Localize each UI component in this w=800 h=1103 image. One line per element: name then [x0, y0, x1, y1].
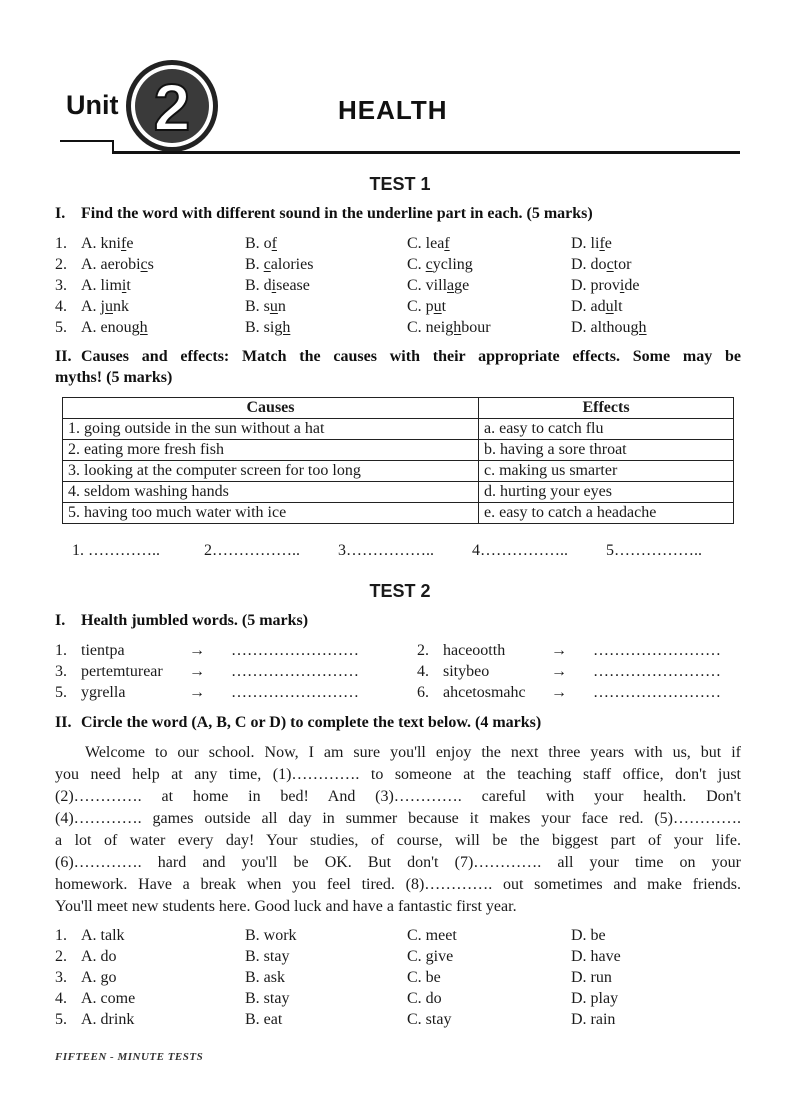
question-row	[55, 298, 755, 319]
arrow-icon: →	[551, 663, 567, 680]
option-underlined-part: gh	[131, 319, 148, 336]
option-underlined-part: f	[121, 235, 127, 252]
passage-line: you need help at any time, (1)…………. to someone at the teaching staff office, don't just	[55, 766, 741, 783]
section-instruction-line1: Causes and effects: Match the causes with their appropriate effects. Some may be	[81, 348, 741, 365]
option-a[interactable]	[81, 277, 131, 295]
test1-section2-heading	[55, 348, 741, 390]
option-text-before: D. althou	[571, 319, 631, 336]
table-row	[63, 461, 734, 482]
option-b[interactable]: B. stay	[245, 948, 290, 965]
test2-section1-heading	[55, 612, 308, 630]
section-instruction-line2: myths! (5 marks)	[55, 369, 173, 386]
option-text-after: sease	[276, 277, 310, 294]
option-text-before: C.	[407, 256, 426, 273]
option-text-before: C. lea	[407, 235, 445, 252]
item-number: 6.	[417, 684, 429, 701]
option-text-before: C. vill	[407, 277, 448, 294]
option-b[interactable]: B. stay	[245, 990, 290, 1007]
table-row	[63, 482, 734, 503]
table-header-effects: Effects	[479, 398, 734, 419]
section-number: II.	[55, 714, 72, 731]
answer-blanks-row	[72, 542, 752, 562]
passage-line: You'll meet new students here. Good luck and have a fantastic first year.	[55, 898, 517, 915]
table-header-causes: Causes	[63, 398, 479, 419]
option-underlined-part: c	[263, 256, 271, 273]
option-underlined-part: i	[121, 277, 127, 294]
passage-line: (4)…………. games outside all day in summer because it makes your face red. (5)………….	[55, 810, 741, 827]
jumbled-word-item	[55, 684, 415, 705]
arrow-icon: →	[189, 663, 205, 680]
jumbled-word-item	[417, 642, 777, 663]
item-number: 2.	[417, 642, 429, 659]
option-c[interactable]	[407, 256, 473, 274]
option-text-after: ge	[454, 277, 470, 294]
effect-cell: a. easy to catch flu	[479, 419, 734, 440]
passage-line: a lot of water every day! Your studies, of course, will be the biggest part of your life.	[55, 832, 741, 849]
header-rule	[112, 151, 740, 154]
option-c[interactable]	[407, 319, 491, 337]
question-number: 4.	[55, 990, 67, 1007]
option-b[interactable]	[245, 256, 313, 274]
option-text-after: t	[441, 298, 447, 315]
arrow-icon: →	[551, 684, 567, 701]
answer-blank[interactable]: ……………………	[231, 684, 359, 701]
cause-cell: 1. going outside in the sun without a hat	[63, 419, 479, 440]
option-text-before: A. aerobi	[81, 256, 141, 273]
option-c[interactable]: C. be	[407, 969, 441, 986]
section-number: I.	[55, 612, 66, 629]
jumbled-word: pertemturear	[81, 663, 163, 680]
jumbled-word: ahcetosmahc	[443, 684, 526, 701]
question-row	[55, 319, 755, 340]
option-text-after: e	[126, 235, 134, 252]
option-b[interactable]	[245, 235, 277, 253]
item-number: 3.	[55, 663, 67, 680]
option-underlined-part: gh	[445, 319, 462, 336]
option-b[interactable]	[245, 319, 290, 337]
question-number: 5.	[55, 1011, 67, 1028]
option-underlined-part: f	[444, 235, 450, 252]
jumbled-word-item	[55, 642, 415, 663]
option-text-before: B.	[245, 256, 264, 273]
footer-text: FIFTEEN - MINUTE TESTS	[55, 1051, 204, 1063]
option-text-after: alories	[270, 256, 314, 273]
option-text-before: A. kni	[81, 235, 121, 252]
option-a[interactable]	[81, 235, 133, 253]
cause-cell: 5. having too much water with ice	[63, 503, 479, 524]
section-instruction: Circle the word (A, B, C or D) to complete the text below. (4 marks)	[81, 714, 542, 731]
question-number: 1.	[55, 927, 67, 944]
option-d[interactable]: D. play	[571, 990, 619, 1007]
option-b[interactable]: B. work	[245, 927, 297, 944]
question-row	[55, 948, 755, 969]
section-number: II.	[55, 348, 72, 365]
option-c[interactable]: C. give	[407, 948, 454, 965]
passage-line: (2)…………. at home in bed! And (3)…………. careful with your health. Don't	[55, 788, 741, 805]
option-d[interactable]	[571, 298, 623, 316]
option-text-before: D. prov	[571, 277, 620, 294]
passage-line: homework. Have a break when you feel tired. (8)…………. out sometimes and make friends.	[55, 876, 741, 893]
option-text-after: lt	[613, 298, 623, 315]
option-a[interactable]: A. drink	[81, 1011, 135, 1028]
question-number: 1.	[55, 235, 67, 252]
option-c[interactable]: C. meet	[407, 927, 457, 944]
option-text-before: D. ad	[571, 298, 606, 315]
answer-blank[interactable]: ……………………	[231, 642, 359, 659]
option-d[interactable]	[571, 235, 612, 253]
item-number: 4.	[417, 663, 429, 680]
table-row	[63, 419, 734, 440]
option-text-before: C. p	[407, 298, 434, 315]
option-underlined-part: c	[425, 256, 433, 273]
section-instruction: Health jumbled words. (5 marks)	[81, 612, 309, 629]
jumbled-word-item	[55, 663, 415, 684]
question-number: 3.	[55, 969, 67, 986]
jumbled-word: sitybeo	[443, 663, 490, 680]
effect-cell: e. easy to catch a headache	[479, 503, 734, 524]
passage-line: (6)…………. hard and you'll be OK. But don't (7)…………. all your time on your	[55, 854, 741, 871]
page-title: HEALTH	[338, 95, 448, 125]
option-underlined-part: i	[619, 277, 625, 294]
option-text-after: nk	[113, 298, 129, 315]
answer-blank[interactable]: ……………………	[593, 663, 721, 680]
option-text-after: bour	[461, 319, 491, 336]
arrow-icon: →	[189, 642, 205, 659]
answer-blank-5[interactable]: 5……………..	[606, 542, 702, 559]
jumbled-word-item	[417, 684, 777, 705]
section-instruction: Find the word with different sound in the underline part in each. (5 marks)	[81, 205, 593, 222]
header-rule-left	[60, 140, 114, 142]
arrow-icon: →	[189, 684, 205, 701]
option-c[interactable]	[407, 235, 450, 253]
option-underlined-part: u	[269, 298, 278, 315]
option-underlined-part: u	[433, 298, 442, 315]
option-text-before: D. li	[571, 235, 600, 252]
option-d[interactable]: D. run	[571, 969, 612, 986]
effect-cell: b. having a sore throat	[479, 440, 734, 461]
reading-passage	[55, 742, 741, 918]
answer-blank-4[interactable]: 4……………..	[472, 542, 568, 559]
option-text-before: A. enou	[81, 319, 132, 336]
option-underlined-part: u	[605, 298, 614, 315]
option-c[interactable]: C. stay	[407, 1011, 452, 1028]
option-d[interactable]: D. be	[571, 927, 606, 944]
unit-number-badge	[122, 56, 222, 156]
test1-section1-heading	[55, 205, 593, 223]
option-text-after: s	[147, 256, 154, 273]
table-row	[63, 440, 734, 461]
option-underlined-part: gh	[630, 319, 647, 336]
test1-title: TEST 1	[369, 174, 431, 194]
option-text-before: A. lim	[81, 277, 122, 294]
jumbled-word: ygrella	[81, 684, 126, 701]
option-underlined-part: gh	[274, 319, 291, 336]
test2-section2-heading	[55, 714, 541, 732]
answer-blank[interactable]: ……………………	[231, 663, 359, 680]
cause-cell: 2. eating more fresh fish	[63, 440, 479, 461]
option-a[interactable]: A. come	[81, 990, 136, 1007]
option-text-after: t	[126, 277, 131, 294]
option-a[interactable]	[81, 319, 148, 337]
cause-cell: 4. seldom washing hands	[63, 482, 479, 503]
option-text-after: de	[624, 277, 640, 294]
passage-line: Welcome to our school. Now, I am sure you'll enjoy the next three years with us, but if	[85, 744, 741, 761]
option-underlined-part: c	[606, 256, 614, 273]
option-text-before: B. d	[245, 277, 272, 294]
option-d[interactable]	[571, 256, 631, 274]
option-a[interactable]: A. go	[81, 969, 117, 986]
jumbled-word: tientpa	[81, 642, 125, 659]
question-number: 3.	[55, 277, 67, 294]
causes-effects-table	[62, 397, 734, 524]
option-text-before: B. o	[245, 235, 272, 252]
option-underlined-part: a	[447, 277, 455, 294]
answer-blank-3[interactable]: 3……………..	[338, 542, 434, 559]
option-c[interactable]	[407, 298, 446, 316]
option-text-before: D. do	[571, 256, 607, 273]
cause-cell: 3. looking at the computer screen for too long	[63, 461, 479, 482]
answer-blank-1[interactable]: 1. …………..	[72, 542, 160, 559]
option-b[interactable]	[245, 277, 310, 295]
option-text-after: tor	[613, 256, 632, 273]
item-number: 1.	[55, 642, 67, 659]
option-b[interactable]: B. eat	[245, 1011, 283, 1028]
option-underlined-part: f	[271, 235, 277, 252]
option-text-after: ycling	[432, 256, 473, 273]
question-row	[55, 256, 755, 277]
table-row	[63, 503, 734, 524]
question-number: 5.	[55, 319, 67, 336]
test2-title: TEST 2	[369, 581, 431, 601]
jumbled-word: haceootth	[443, 642, 506, 659]
table-header-row	[63, 398, 734, 419]
option-underlined-part: i	[271, 277, 277, 294]
option-b[interactable]	[245, 298, 286, 316]
question-row	[55, 1011, 755, 1032]
jumbled-word-item	[417, 663, 777, 684]
effect-cell: c. making us smarter	[479, 461, 734, 482]
option-text-after: n	[277, 298, 286, 315]
option-text-before: B. si	[245, 319, 275, 336]
question-row	[55, 969, 755, 990]
question-number: 2.	[55, 948, 67, 965]
option-b[interactable]: B. ask	[245, 969, 285, 986]
answer-blank[interactable]: ……………………	[593, 684, 721, 701]
option-text-before: A. j	[81, 298, 105, 315]
answer-blank-2[interactable]: 2……………..	[204, 542, 300, 559]
option-text-before: C. nei	[407, 319, 446, 336]
option-d[interactable]	[571, 277, 639, 295]
question-row	[55, 927, 755, 948]
unit-number: 2	[153, 70, 191, 144]
option-text-after: e	[604, 235, 612, 252]
question-number: 2.	[55, 256, 67, 273]
option-underlined-part: c	[140, 256, 148, 273]
question-row	[55, 235, 755, 256]
option-a[interactable]	[81, 298, 129, 316]
option-underlined-part: u	[105, 298, 113, 315]
section-number: I.	[55, 205, 66, 222]
unit-label: Unit	[66, 90, 119, 120]
item-number: 5.	[55, 684, 67, 701]
option-text-before: B. s	[245, 298, 270, 315]
answer-blank[interactable]: ……………………	[593, 642, 721, 659]
question-row	[55, 277, 755, 298]
option-d[interactable]: D. rain	[571, 1011, 616, 1028]
option-c[interactable]: C. do	[407, 990, 442, 1007]
option-d[interactable]	[571, 319, 647, 337]
option-d[interactable]: D. have	[571, 948, 621, 965]
question-row	[55, 990, 755, 1011]
effect-cell: d. hurting your eyes	[479, 482, 734, 503]
option-a[interactable]	[81, 256, 154, 274]
question-number: 4.	[55, 298, 67, 315]
option-c[interactable]	[407, 277, 469, 295]
option-underlined-part: f	[599, 235, 605, 252]
arrow-icon: →	[551, 642, 567, 659]
option-a[interactable]: A. do	[81, 948, 117, 965]
option-a[interactable]: A. talk	[81, 927, 125, 944]
